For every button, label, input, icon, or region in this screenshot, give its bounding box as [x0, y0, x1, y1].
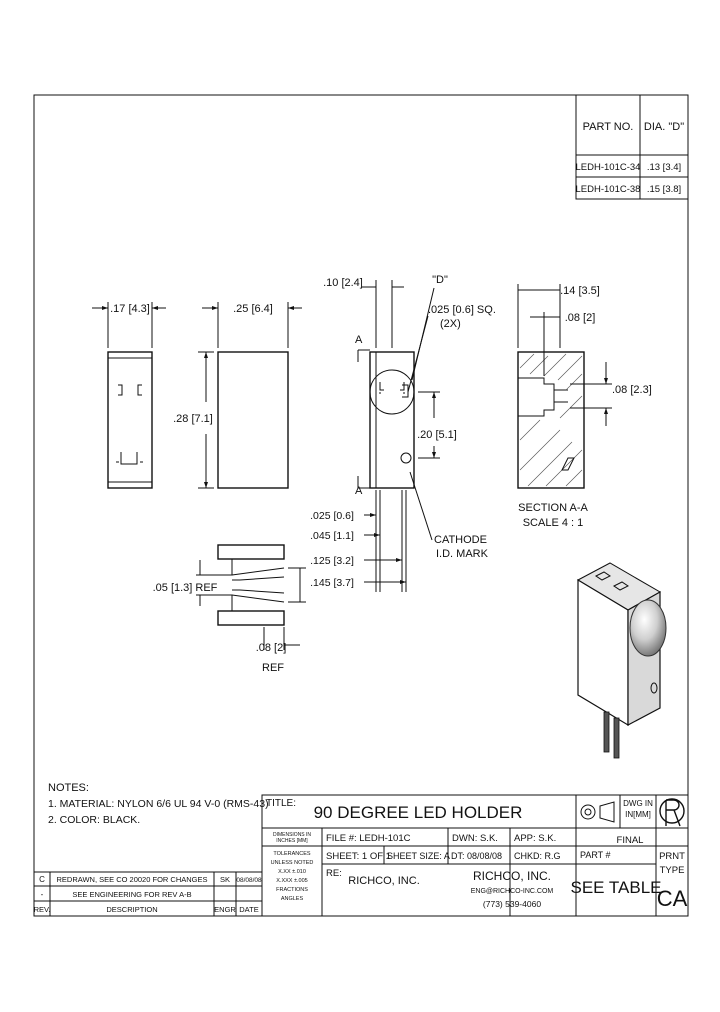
tolerance-note: X.XX ±.010	[278, 869, 306, 875]
rev-date: 08/08/08	[236, 877, 262, 884]
dim-note-units: INCHES [MM]	[276, 838, 308, 844]
cathode-label: CATHODE	[434, 534, 487, 546]
company-name-large: RICHCO, INC.	[473, 869, 551, 883]
drawing-date: DT: 08/08/08	[451, 851, 503, 861]
iso-view	[578, 563, 666, 758]
rev-description: REDRAWN, SEE CO 20020 FOR CHANGES	[56, 875, 208, 884]
pin-sq-label: .025 [0.6] SQ.	[428, 304, 496, 316]
parts-table-header-part: PART NO.	[582, 121, 634, 133]
checked-by: CHKD: R.G	[514, 851, 561, 861]
d-label: "D"	[432, 274, 448, 286]
front-width-dim: .17 [4.3]	[110, 303, 150, 315]
rev-engineer: SK	[219, 875, 231, 884]
company-email: ENG@RICHCO-INC.COM	[470, 888, 554, 895]
see-table-label: SEE TABLE	[570, 878, 662, 897]
tolerance-note: UNLESS NOTED	[270, 860, 314, 866]
parts-table-part: LEDH-101C-38	[575, 184, 641, 195]
rev-code: C	[39, 875, 45, 884]
drawing-title: 90 DEGREE LED HOLDER	[313, 803, 523, 822]
side-width-dim: .25 [6.4]	[233, 303, 273, 315]
height-dim: .28 [7.1]	[173, 413, 213, 425]
section-dim: .08 [2]	[564, 312, 596, 324]
rev-header-engr: ENGR	[214, 905, 236, 914]
parts-table-dia: .15 [3.8]	[646, 184, 682, 195]
pin-width-dim: .145 [3.7]	[310, 577, 354, 589]
re-label: RE:	[326, 868, 342, 879]
bottom-ref2-ref: REF	[262, 662, 284, 674]
section-title: SECTION A-A	[518, 502, 588, 514]
approved-by: APP: S.K.	[514, 833, 557, 844]
print-label: PRNT	[659, 851, 685, 862]
richco-logo-icon	[660, 799, 684, 826]
sheet-border	[34, 95, 688, 916]
tolerance-note: TOLERANCES	[273, 851, 311, 857]
section-scale: SCALE 4 : 1	[522, 517, 584, 529]
title-block	[262, 795, 688, 916]
bottom-view	[153, 545, 306, 674]
company-name: RICHCO, INC.	[348, 875, 420, 887]
projection-cone-icon	[600, 802, 614, 822]
section-dim: .08 [2.3]	[612, 384, 652, 396]
pin-width-dim: .125 [3.2]	[310, 555, 354, 567]
pin-width-dim: .045 [1.1]	[310, 530, 354, 542]
type-code: CA	[656, 886, 688, 911]
dwg-in-label: DWG IN	[623, 799, 653, 808]
pin-width-dim: .025 [0.6]	[310, 510, 354, 522]
parts-table-header-dia: DIA. "D"	[643, 121, 685, 133]
section-dim: .14 [3.5]	[560, 285, 600, 297]
tolerance-note: X.XXX ±.005	[276, 878, 308, 884]
tolerance-note: ANGLES	[280, 896, 304, 902]
drawn-by: DWN: S.K.	[452, 833, 498, 844]
sheet-number: SHEET: 1 OF 1	[326, 851, 391, 862]
note-item: 1. MATERIAL: NYLON 6/6 UL 94 V-0 (RMS-43)	[48, 798, 269, 810]
final-label: FINAL	[616, 835, 644, 846]
projection-symbol-icon	[581, 805, 595, 819]
parts-table-part: LEDH-101C-34	[575, 162, 641, 173]
type-label: TYPE	[659, 865, 685, 876]
sheet-size: SHEET SIZE: A	[387, 851, 450, 861]
section-a-top: A	[355, 334, 363, 346]
section-a-bottom: A	[355, 485, 363, 497]
company-phone: (773) 539-4060	[482, 899, 542, 909]
parts-table	[576, 95, 688, 199]
rev-header-date: DATE	[239, 905, 259, 914]
rev-description: SEE ENGINEERING FOR REV A-B	[72, 890, 192, 899]
notes	[48, 782, 269, 826]
rev-header-description: DESCRIPTION	[106, 905, 158, 914]
front-view	[92, 302, 166, 488]
note-item: 2. COLOR: BLACK.	[48, 814, 141, 826]
part-label: PART #	[580, 850, 611, 860]
dwg-units-label: IN[MM]	[625, 810, 651, 819]
cathode-mark-label: I.D. MARK	[436, 548, 488, 560]
tolerance-note: FRACTIONS	[276, 887, 308, 893]
pin-spacing-dim: .20 [5.1]	[417, 429, 457, 441]
rev-code: -	[40, 890, 44, 899]
bottom-ref-dim: .05 [1.3] REF	[152, 582, 218, 594]
rear-view	[310, 274, 496, 592]
side-view	[173, 302, 302, 488]
bottom-ref2-dim: .08 [2]	[255, 642, 287, 654]
top-offset-dim: .10 [2.4]	[323, 277, 363, 289]
pin-sq-count: (2X)	[440, 318, 461, 330]
rev-header-rev: REV.	[33, 905, 51, 914]
parts-table-dia: .13 [3.4]	[646, 162, 682, 173]
file-number: FILE #: LEDH-101C	[326, 833, 411, 844]
revision-table	[34, 872, 262, 916]
title-label: TITLE:	[266, 798, 297, 809]
dim-note: DIMENSIONS IN	[272, 832, 312, 838]
notes-title: NOTES:	[48, 782, 89, 794]
section-view	[518, 284, 652, 529]
